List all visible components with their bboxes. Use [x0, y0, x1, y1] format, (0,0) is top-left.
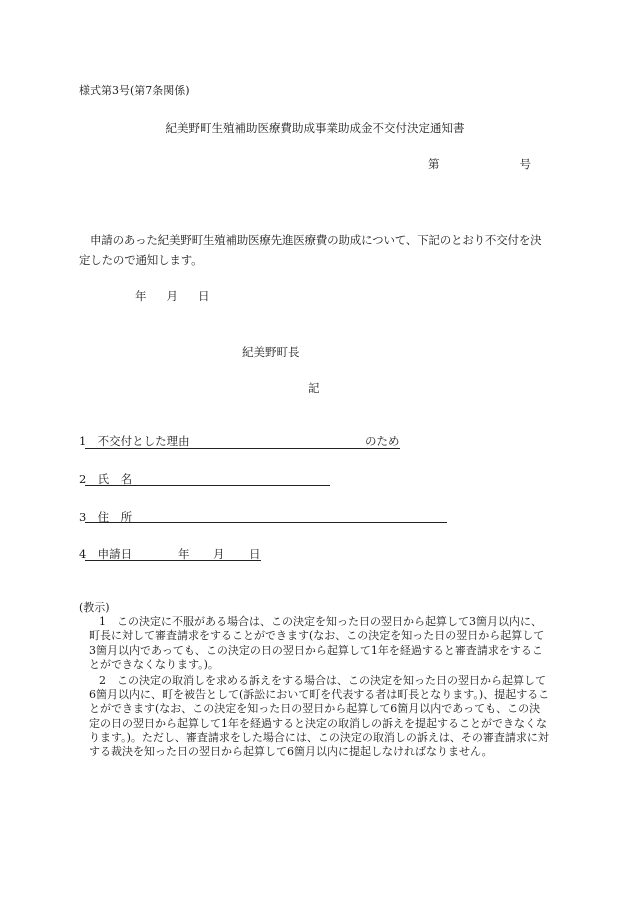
notice-paragraph-2: 2 この決定の取消しを求める訴えをする場合は、この決定を知った日の翌日から起算して6箇月以内に、町を被告として(訴訟において町を代表する者は町長となります。)、提起することができます(なお、この決定を知った日の翌日から起算して6箇月以内であっても、この決定の日の翌日から起算して1年を経過すると決定の取消しの訴えを提起することができなくなります。)。ただし、審査請求をした場合には、この決定の取消しの訴えは、その審査請求に対する裁決を知った日の翌日から起算して6箇月以内に提起しなければなりません。	[89, 674, 550, 759]
item-reason-suffix: のため	[365, 434, 400, 448]
application-date-underline	[85, 560, 261, 561]
name-underline	[85, 485, 330, 486]
item-address-label: 住 所	[97, 510, 133, 524]
notice-paragraph-1: 1 この決定に不服がある場合は、この決定を知った日の翌日から起算して3箇月以内に、町長に対して審査請求をすることができます(なお、この決定を知った日の翌日から起算して3箇月以内であっても、この決定の日の翌日から起算して1年を経過すると審査請求をすることができなくなります。)。	[89, 615, 545, 671]
application-date-day: 日	[249, 547, 261, 561]
item-name-label: 氏 名	[97, 472, 133, 486]
issue-date-month: 月	[166, 289, 178, 303]
address-underline	[85, 522, 447, 523]
issue-date-day: 日	[198, 289, 210, 303]
item-application-date-number: 4	[79, 547, 87, 561]
item-name-number: 2	[79, 472, 87, 486]
item-reason-number: 1	[79, 434, 87, 448]
item-address-number: 3	[79, 510, 87, 524]
document-title: 紀美野町生殖補助医療費助成事業助成金不交付決定通知書	[165, 121, 465, 135]
issue-date	[135, 288, 230, 304]
doc-number-dai: 第	[428, 157, 440, 171]
item-application-date-label: 申請日	[97, 547, 133, 561]
ki-heading: 記	[308, 381, 320, 395]
doc-number-go: 号	[519, 157, 531, 171]
item-reason-label: 不交付とした理由	[97, 434, 190, 448]
item-reason	[79, 433, 400, 449]
reason-underline	[85, 448, 400, 449]
issuer: 紀美野町長	[242, 345, 300, 359]
application-date-year: 年	[178, 547, 190, 561]
notice-section	[79, 601, 551, 759]
body-text: 申請のあった紀美野町生殖補助医療先進医療費の助成について、下記のとおり不交付を決定したので通知します。	[79, 233, 542, 267]
application-date-month: 月	[213, 547, 225, 561]
issue-date-year: 年	[135, 289, 147, 303]
form-number: 様式第3号(第7条関係)	[79, 84, 190, 97]
document-number	[428, 156, 531, 172]
notice-heading: (教示)	[79, 601, 110, 614]
